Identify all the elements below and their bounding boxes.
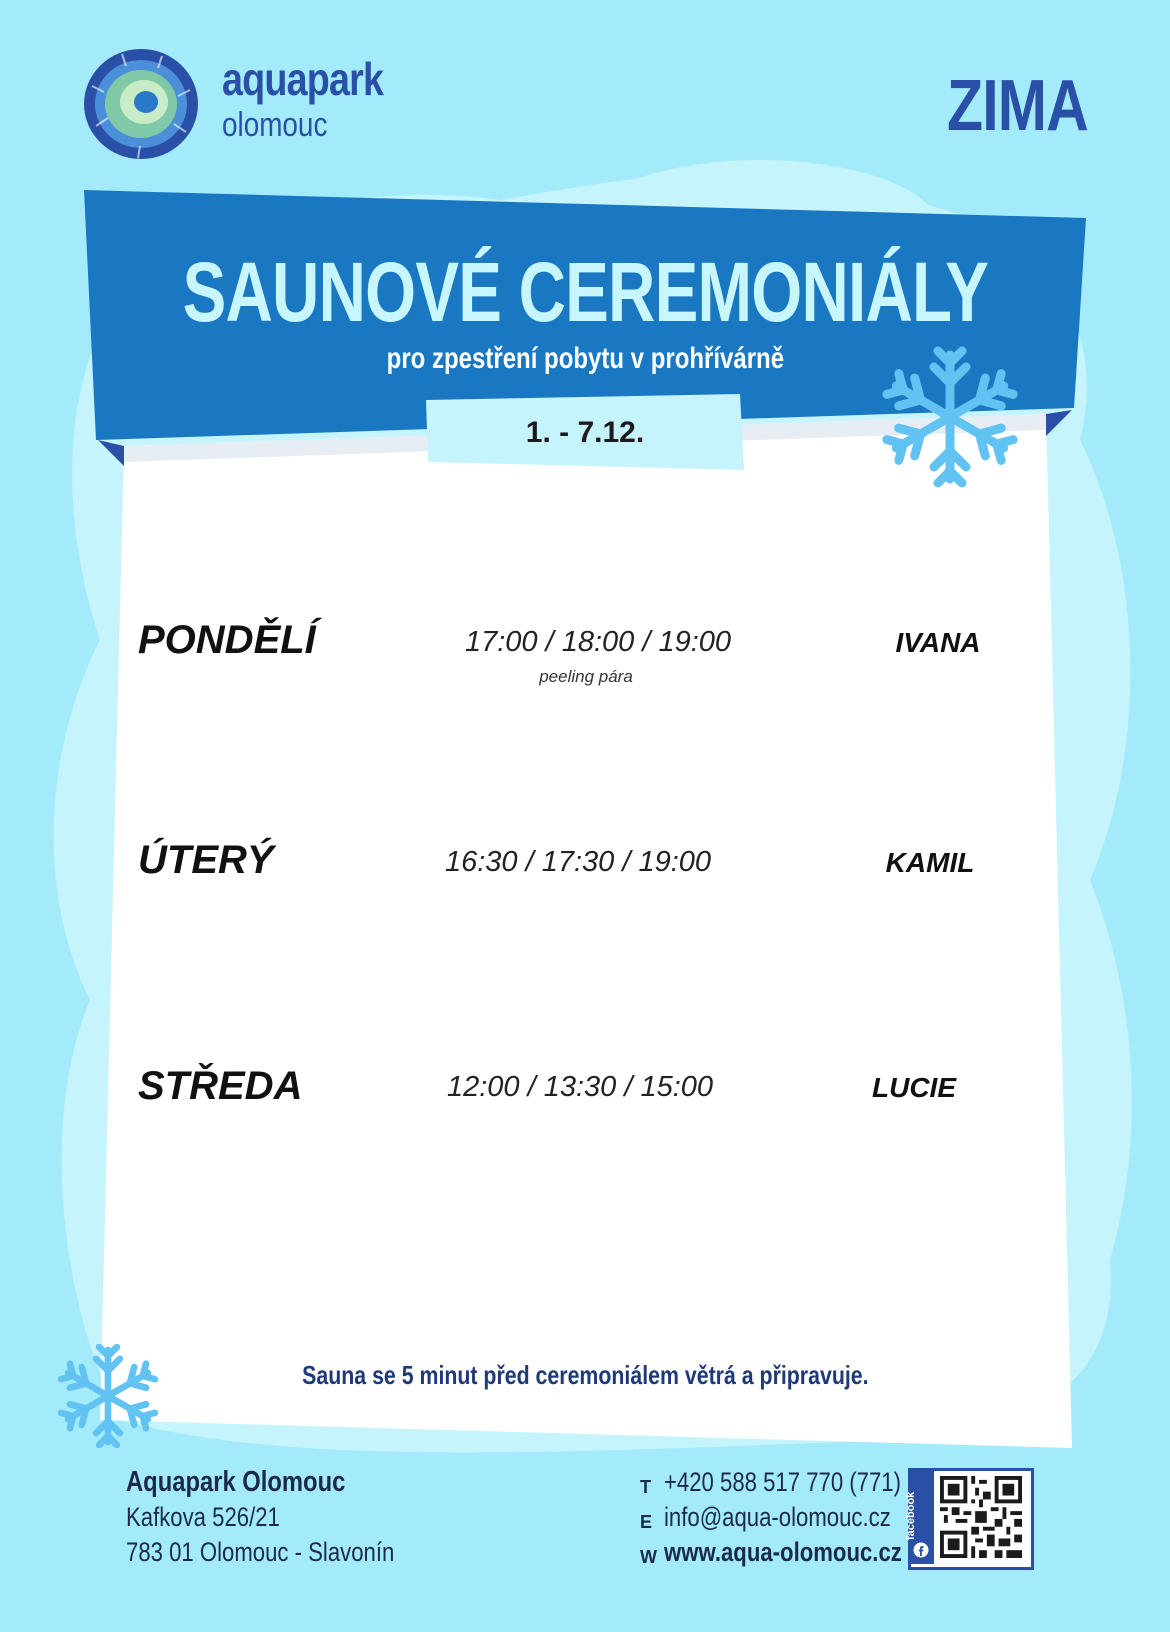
page-title: SAUNOVÉ CEREMONIÁLY (182, 245, 988, 339)
web-label: W (640, 1547, 657, 1567)
brand-name: aquapark (222, 53, 384, 105)
schedule-times: 17:00 / 18:00 / 19:00 (464, 626, 732, 658)
schedule-host: KAMIL (885, 847, 975, 878)
email-label: E (640, 1512, 653, 1532)
schedule-day: ÚTERÝ (138, 838, 274, 882)
snowflake-icon (880, 344, 1020, 490)
address-city: 783 01 Olomouc - Slavonín (126, 1537, 395, 1567)
address-name: Aquapark Olomouc (126, 1466, 346, 1498)
schedule-note: peeling pára (539, 667, 633, 686)
phone-number[interactable]: +420 588 517 770 (771) (664, 1467, 901, 1497)
schedule-host: IVANA (895, 627, 981, 658)
snowflake-icon (56, 1344, 160, 1448)
sauna-notice: Sauna se 5 minut před ceremoniálem větrá a připravuje. (301, 1360, 869, 1390)
email-link[interactable]: info@aqua-olomouc.cz (664, 1502, 891, 1532)
date-range: 1. - 7.12. (525, 416, 645, 449)
phone-label: T (640, 1477, 651, 1497)
schedule-times: 12:00 / 13:30 / 15:00 (446, 1071, 714, 1103)
address-street: Kafkova 526/21 (126, 1502, 280, 1532)
qr-pattern (940, 1476, 1022, 1558)
facebook-icon (913, 1542, 929, 1558)
brand-city: olomouc (222, 106, 328, 144)
schedule-day: STŘEDA (138, 1064, 303, 1108)
schedule-times: 16:30 / 17:30 / 19:00 (444, 846, 712, 878)
season-label: ZIMA (946, 66, 1088, 146)
facebook-label: facebook (905, 1491, 917, 1540)
page-subtitle: pro zpestření pobytu v prohřívárně (386, 342, 784, 375)
schedule-day: PONDĚLÍ (138, 618, 316, 662)
schedule-host: LUCIE (872, 1072, 956, 1103)
website-link[interactable]: www.aqua-olomouc.cz (664, 1537, 902, 1567)
